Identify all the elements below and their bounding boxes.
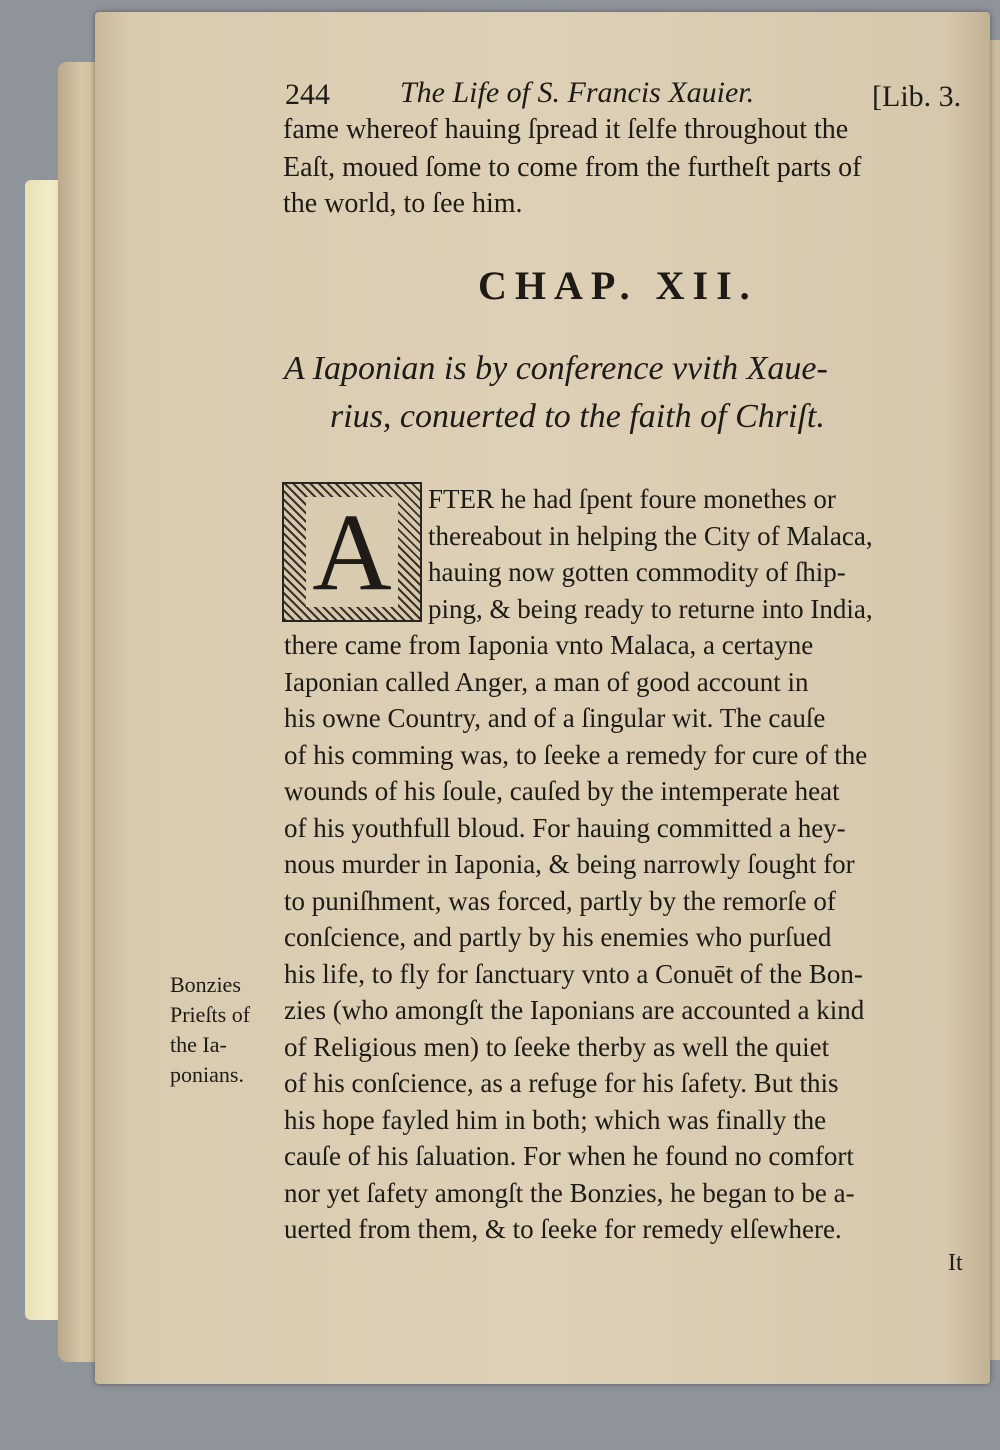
book-number: [Lib. 3. bbox=[872, 80, 962, 113]
body-line: of Religious men) to ſeeke therby as well the quiet bbox=[284, 1031, 830, 1062]
margin-note bbox=[170, 970, 250, 1090]
margin-note-line: Prieſts of bbox=[170, 1002, 251, 1027]
body-line: Iaponian called Anger, a man of good account in bbox=[284, 666, 809, 697]
chapter-heading: CHAP. XII. bbox=[478, 263, 758, 308]
body-line: FTER he had ſpent foure monethes or bbox=[428, 484, 836, 514]
body-line: there came from Iaponia vnto Malaca, a certayne bbox=[284, 630, 814, 660]
margin-note-line: the Ia- bbox=[170, 1032, 227, 1057]
body-line: hauing now gotten commodity of ſhip- bbox=[428, 557, 846, 587]
body-line: conſcience, and partly by his enemies who purſued bbox=[284, 922, 832, 952]
margin-note-line: Bonzies bbox=[170, 972, 241, 997]
page-number: 244 bbox=[285, 78, 330, 111]
body-line: his owne Country, and of a ſingular wit. The cauſe bbox=[284, 703, 826, 733]
chapter-title-line: rius, conuerted to the faith of Chriſt. bbox=[330, 398, 825, 435]
ornamental-drop-cap bbox=[282, 482, 422, 622]
body-line: uerted from them, & to ſeeke for remedy elſewhere. bbox=[284, 1214, 842, 1244]
body-line: zies (who amongſt the Iaponians are accounted a kind bbox=[284, 995, 865, 1025]
intro-line: the world, to ſee him. bbox=[283, 188, 523, 219]
body-line: ping, & being ready to returne into India, bbox=[428, 593, 873, 624]
running-title: The Life of S. Francis Xauier. bbox=[400, 76, 755, 109]
body-line: his hope fayled him in both; which was finally the bbox=[284, 1104, 827, 1135]
body-line: of his comming was, to ſeeke a remedy for cure of the bbox=[284, 739, 868, 770]
body-line: cauſe of his ſaluation. For when he found no comfort bbox=[284, 1141, 854, 1171]
body-line: to puniſhment, was forced, partly by the remorſe of bbox=[284, 885, 836, 916]
drop-cap-letter: A bbox=[306, 497, 397, 607]
body-line: wounds of his ſoule, cauſed by the intemperate heat bbox=[284, 776, 840, 806]
body-line: nor yet ſafety amongſt the Bonzies, he began to be a- bbox=[284, 1177, 855, 1208]
catchword: It bbox=[948, 1250, 963, 1276]
body-line: thereabout in helping the City of Malaca, bbox=[428, 520, 873, 551]
body-line: nous murder in Iaponia, & being narrowly ſought for bbox=[284, 849, 855, 879]
body-line: of his youthfull bloud. For hauing committed a hey- bbox=[284, 812, 846, 843]
body-line: of his conſcience, as a refuge for his ſafety. But this bbox=[284, 1068, 839, 1098]
intro-line: Eaſt, moued ſome to come from the furtheſt parts of bbox=[283, 152, 862, 183]
margin-note-line: ponians. bbox=[170, 1062, 244, 1087]
intro-line: fame whereof hauing ſpread it ſelfe throughout the bbox=[283, 114, 849, 145]
chapter-title-line: A Iaponian is by conference vvith Xaue- bbox=[284, 350, 828, 387]
body-line: his life, to fly for ſanctuary vnto a Conuēt of the Bon- bbox=[284, 958, 863, 989]
